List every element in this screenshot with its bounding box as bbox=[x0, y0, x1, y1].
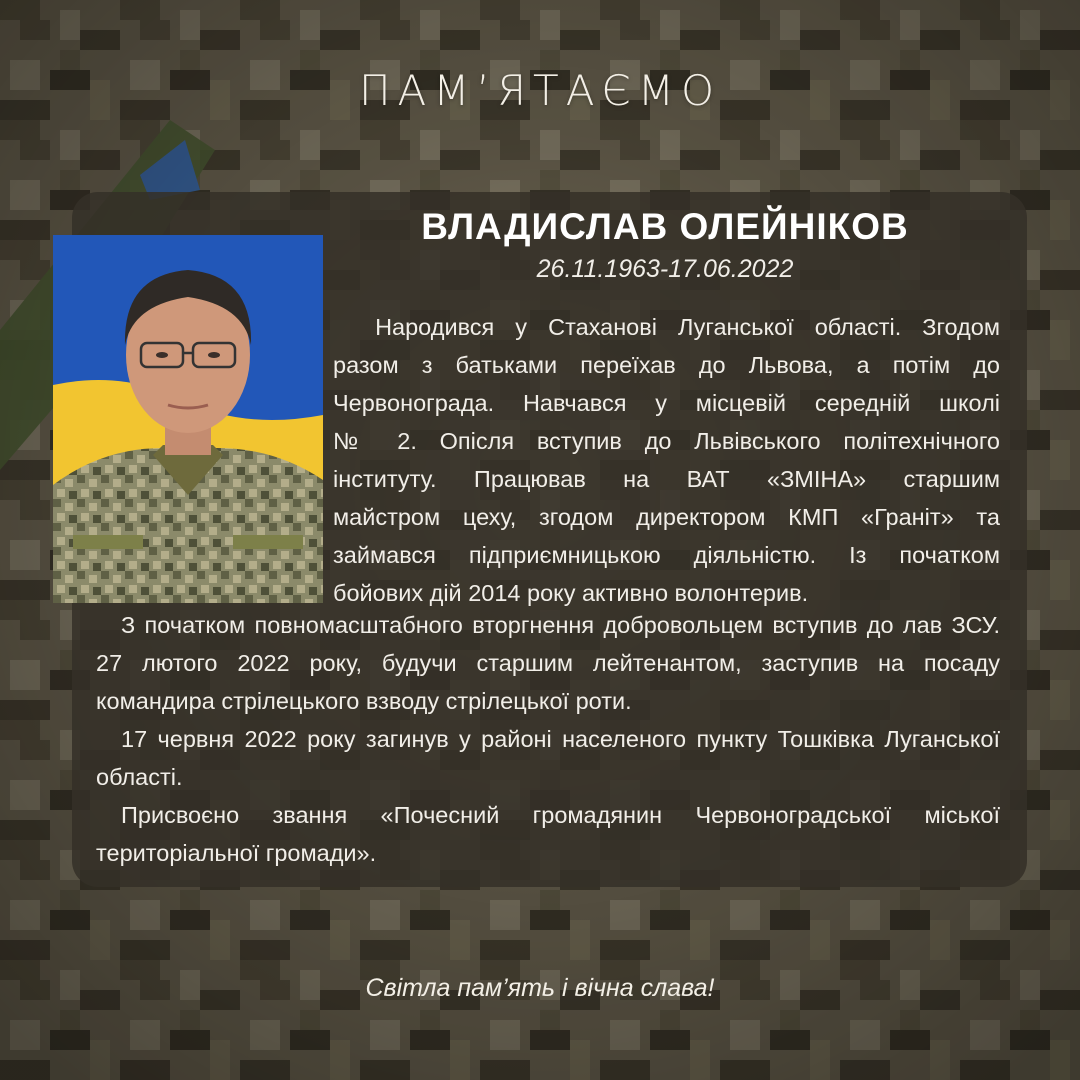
bio-paragraph-1 bbox=[333, 308, 1000, 612]
bio-line: інституту. Працював на ВАТ «ЗМІНА» старшим bbox=[333, 466, 1000, 492]
bio-paragraph-4: Присвоєно звання «Почесний громадянин Червоноградської міської територіальної громади». bbox=[96, 802, 1000, 866]
person-name: ВЛАДИСЛАВ ОЛЕЙНІКОВ bbox=[421, 206, 909, 247]
bio-continued bbox=[96, 606, 1000, 872]
bio-line: № 2. Опісля вступив до Львівського політехнічного bbox=[333, 428, 1000, 454]
life-dates: 26.11.1963-17.06.2022 bbox=[536, 255, 794, 283]
bio-line: займався підприємницькою діяльністю. Із початком bbox=[333, 542, 1000, 568]
bio-line: разом з батьками переїхав до Львова, а потім до bbox=[333, 352, 1000, 378]
bio-paragraph-3: 17 червня 2022 року загинув у районі населеного пункту Тошківка Луганської області. bbox=[96, 726, 1000, 790]
page-heading: ПАМ’ЯТАЄМО bbox=[358, 66, 722, 115]
bio-line: Народився у Стаханові Луганської області. Згодом bbox=[333, 314, 1000, 340]
bio-line: бойових дій 2014 року активно волонтерив. bbox=[333, 580, 809, 606]
memorial-footer: Світла пам’ять і вічна слава! bbox=[365, 974, 715, 1002]
bio-paragraph-2: З початком повномасштабного вторгнення добровольцем вступив до лав ЗСУ. 27 лютого 2022 року, будучи старшим лейтенантом, заступив на посаду командира стрілецького взводу стрілецької роти. bbox=[96, 612, 1000, 714]
bio-line: Червонограда. Навчався у місцевій середній школі bbox=[333, 390, 1000, 416]
bio-line: майстром цеху, згодом директором КМП «Граніт» та bbox=[333, 504, 1000, 530]
portrait-photo bbox=[53, 235, 323, 603]
